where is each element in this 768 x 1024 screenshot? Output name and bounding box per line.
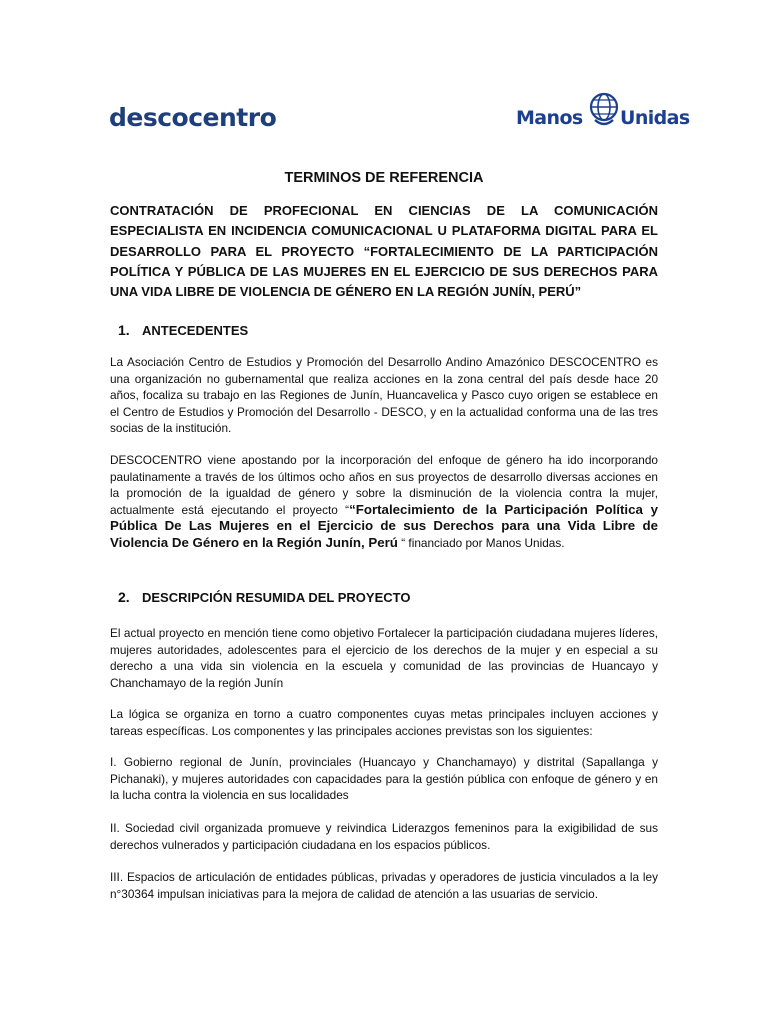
section-heading-descripcion [118, 589, 410, 605]
manos-unidas-logo-text-left: Manos [516, 107, 583, 129]
section-heading-antecedentes [118, 322, 248, 338]
paragraph: El actual proyecto en mención tiene como objetivo Fortalecer la participación ciudadana mujeres líderes, mujeres autoridades, adolescentes para el ejercicio de los derechos de la mujer y en especial a su derecho a una vida sin violencia en la escuela y comunidad de las provincias de Huancayo y Chanchamayo de la región Junín [110, 626, 658, 690]
section-title: DESCRIPCIÓN RESUMIDA DEL PROYECTO [142, 590, 411, 605]
descocentro-logo: descocentro [109, 103, 277, 132]
paragraph-text: “ financiado por Manos Unidas. [397, 535, 565, 550]
section-number: 2. [118, 589, 130, 605]
paragraph [110, 452, 658, 551]
paragraph: La Asociación Centro de Estudios y Promoción del Desarrollo Andino Amazónico DESCOCENTRO es una organización no gubernamental que realiza acciones en la zona central del país desde hace 20 años, focaliza su trabajo en las Regiones de Junín, Huancavelica y Pasco cuyo origen se establece en el Centro de Estudios y Promoción del Desarrollo - DESCO, y en la actualidad conforma una de las tres socias de la institución. [110, 355, 658, 435]
component-item: II. Sociedad civil organizada promueve y reivindica Liderazgos femeninos para la exigibilidad de sus derechos vulnerados y participación ciudadana en los espacios públicos. [110, 821, 658, 852]
document-title: TERMINOS DE REFERENCIA [284, 170, 484, 186]
paragraph-text: DESCOCENTRO viene apostando por la incorporación del enfoque de género ha ido incorporando paulatinamente a través de los últimos ocho años en sus proyectos de desarrollo diversas acciones en la promoción de la igualdad de género y sobre la disminución de la violencia contra la mujer, actualmente está ejecutando el proyecto “ [110, 453, 658, 517]
manos-unidas-logo-text-right: Unidas [620, 107, 690, 129]
manos-unidas-logo [516, 90, 688, 136]
section-title: ANTECEDENTES [142, 323, 249, 338]
document-subtitle: CONTRATACIÓN DE PROFECIONAL EN CIENCIAS DE LA COMUNICACIÓN ESPECIALISTA EN INCIDENCIA COMUNICACIONAL U PLATAFORMA DIGITAL PARA EL DESARROLLO PARA EL PROYECTO “FORTALECIMIENTO DE LA PARTICIPACIÓN POLÍTICA Y PÚBLICA DE LAS MUJERES EN EL EJERCICIO DE SUS DERECHOS PARA UNA VIDA LIBRE DE VIOLENCIA DE GÉNERO EN LA REGIÓN JUNÍN, PERÚ” [110, 203, 658, 300]
component-item: III. Espacios de articulación de entidades públicas, privadas y operadores de justicia vinculados a la ley n°30364 impulsan iniciativas para la mejora de calidad de atención a las usuarias de servicio. [110, 870, 658, 901]
paragraph: La lógica se organiza en torno a cuatro componentes cuyas metas principales incluyen acciones y tareas específicas. Los componentes y las principales acciones previstas son los siguientes: [110, 707, 658, 738]
globe-icon [589, 90, 619, 128]
project-name: “Fortalecimiento de la Participación Política y Pública De Las Mujeres en el Ejercicio de sus Derechos para una Vida Libre de Violencia De Género en la Región Junín, Perú [110, 501, 658, 550]
section-number: 1. [118, 322, 130, 338]
component-item: I. Gobierno regional de Junín, provinciales (Huancayo y Chanchamayo) y distrital (Sapallanga y Pichanaki), y mujeres autoridades con capacidades para la gestión pública con enfoque de género y en la lucha contra la violencia en sus localidades [110, 755, 658, 802]
